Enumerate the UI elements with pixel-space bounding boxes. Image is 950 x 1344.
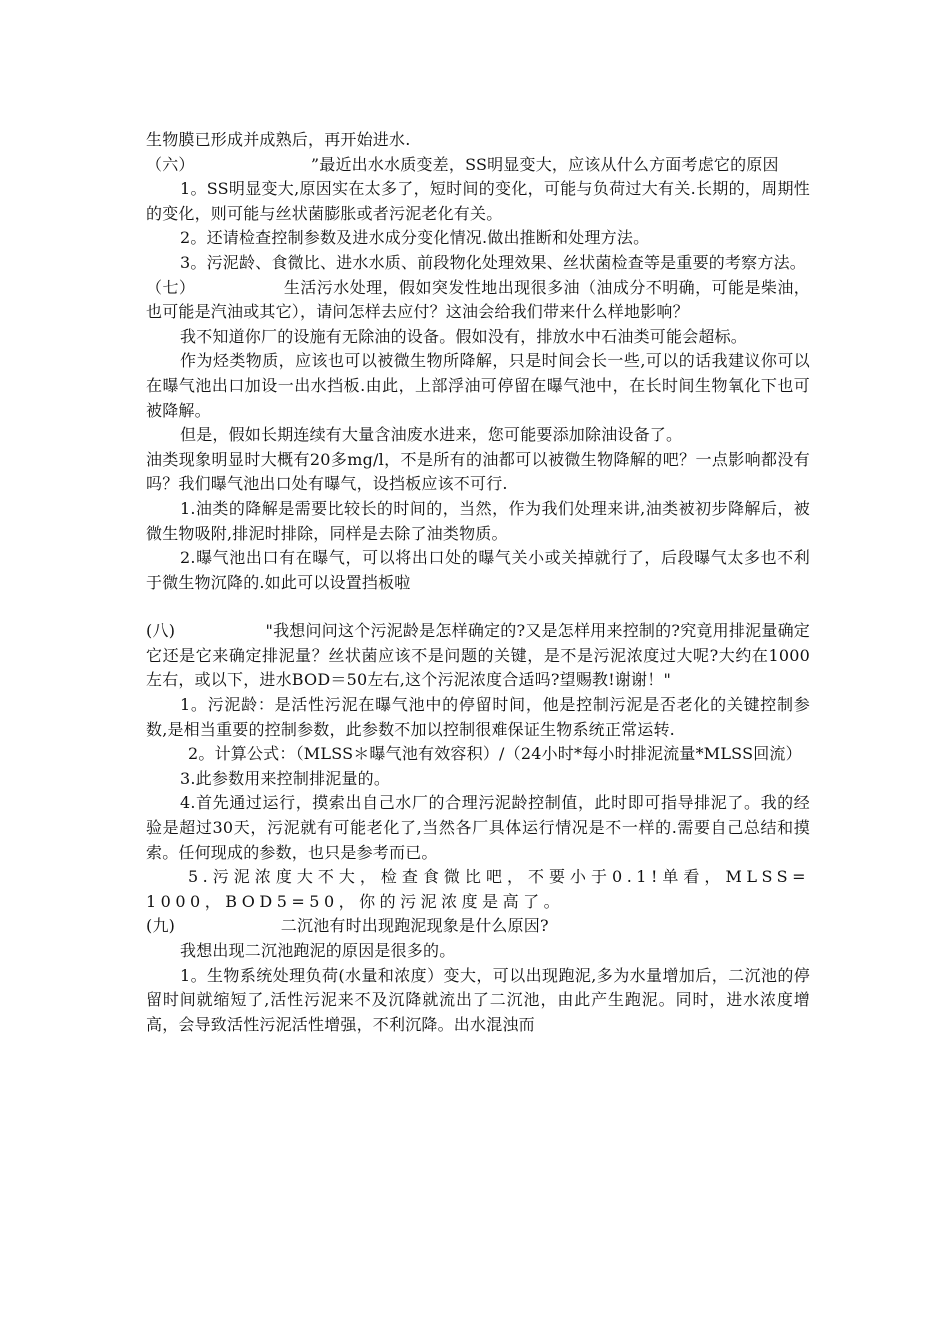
blank-line <box>146 595 810 619</box>
followup-7-question: 油类现象明显时大概有20多mg/l，不是所有的油都可以被微生物降解的吧？一点影响都没有吗？我们曝气池出口处有曝气，设挡板应该不可行. <box>146 449 810 494</box>
answer-7-paragraph-1: 我不知道你厂的设施有无除油的设备。假如没有，排放水中石油类可能会超标。 <box>180 326 748 346</box>
followup-7-answer-2: 2.曝气池出口有在曝气，可以将出口处的曝气关小或关掉就行了，后段曝气太多也不利于微生物沉降的.如此可以设置挡板啦 <box>146 548 810 592</box>
answer-8-item-2: 2。计算公式：（MLSS＊曝气池有效容积）/（24小时*每小时排泥流量*MLSS回流） <box>188 744 802 764</box>
answer-9-intro: 我想出现二沉池跑泥的原因是很多的。 <box>180 941 456 960</box>
answer-7-paragraph-2: 作为烃类物质，应该也可以被微生物所降解，只是时间会长一些,可以的话我建议你可以在曝气池出口加设一出水挡板.由此，上部浮油可停留在曝气池中，在长时间生物氧化下也可被降解。 <box>146 351 810 420</box>
question-8-heading: (八) "我想问问这个污泥龄是怎样确定的?又是怎样用来控制的?究竟用排泥量确定它还是它来确定排泥量？丝状菌应该不是问题的关键，是不是污泥浓度过大呢?大约在1000左右，或以下，进水BOD＝50左右,这个污泥浓度合适吗?望赐教!谢谢！" <box>146 621 810 690</box>
question-6-heading: （六） ”最近出水水质变差，SS明显变大，应该从什么方面考虑它的原因 <box>146 154 779 174</box>
answer-8-item-5: 5.污泥浓度大不大，检查食微比吧，不要小于0.1!单看，MLSS=1000，BOD5=50，你的污泥浓度是高了。 <box>146 867 810 911</box>
question-7-heading: （七） 生活污水处理，假如突发性地出现很多油（油成分不明确，可能是柴油，也可能是汽油或其它），请问怎样去应付？这油会给我们带来什么样地影响？ <box>146 277 810 322</box>
document-body <box>146 128 810 1037</box>
answer-7-paragraph-3: 但是，假如长期连续有大量含油废水进来，您可能要添加除油设备了。 <box>180 425 683 445</box>
question-9-heading: (九) 二沉池有时出现跑泥现象是什么原因? <box>146 916 549 936</box>
answer-8-item-3: 3.此参数用来控制排泥量的。 <box>180 768 391 788</box>
followup-7-answer-1: 1.油类的降解是需要比较长的时间的，当然，作为我们处理来讲,油类被初步降解后，被微生物吸附,排泥时排除，同样是去除了油类物质。 <box>146 498 810 543</box>
answer-6-item-1: 1。SS明显变大,原因实在太多了，短时间的变化，可能与负荷过大有关.长期的，周期性的变化，则可能与丝状菌膨胀或者污泥老化有关。 <box>146 179 810 223</box>
answer-6-item-2: 2。还请检查控制参数及进水成分变化情况.做出推断和处理方法。 <box>180 228 650 248</box>
paragraph-biofilm-end: 生物膜已形成并成熟后，再开始进水. <box>146 130 411 149</box>
answer-8-item-4: 4.首先通过运行，摸索出自己水厂的合理污泥龄控制值，此时即可指导排泥了。我的经验是超过30天，污泥就有可能老化了,当然各厂具体运行情况是不一样的.需要自己总结和摸索。任何现成的参数，也只是参考而已。 <box>146 793 810 862</box>
answer-6-item-3: 3。污泥龄、食微比、进水水质、前段物化处理效果、丝状菌检查等是重要的考察方法。 <box>180 252 806 272</box>
answer-9-item-1: 1。生物系统处理负荷(水量和浓度）变大，可以出现跑泥,多为水量增加后，二沉池的停留时间就缩短了,活性污泥来不及沉降就流出了二沉池，由此产生跑泥。同时，进水浓度增高，会导致活性污泥活性增强，不利沉降。出水混浊而 <box>146 965 810 1034</box>
answer-8-item-1: 1。污泥龄：是活性污泥在曝气池中的停留时间，他是控制污泥是否老化的关键控制参数,是相当重要的控制参数，此参数不加以控制很难保证生物系统正常运转. <box>146 695 810 739</box>
